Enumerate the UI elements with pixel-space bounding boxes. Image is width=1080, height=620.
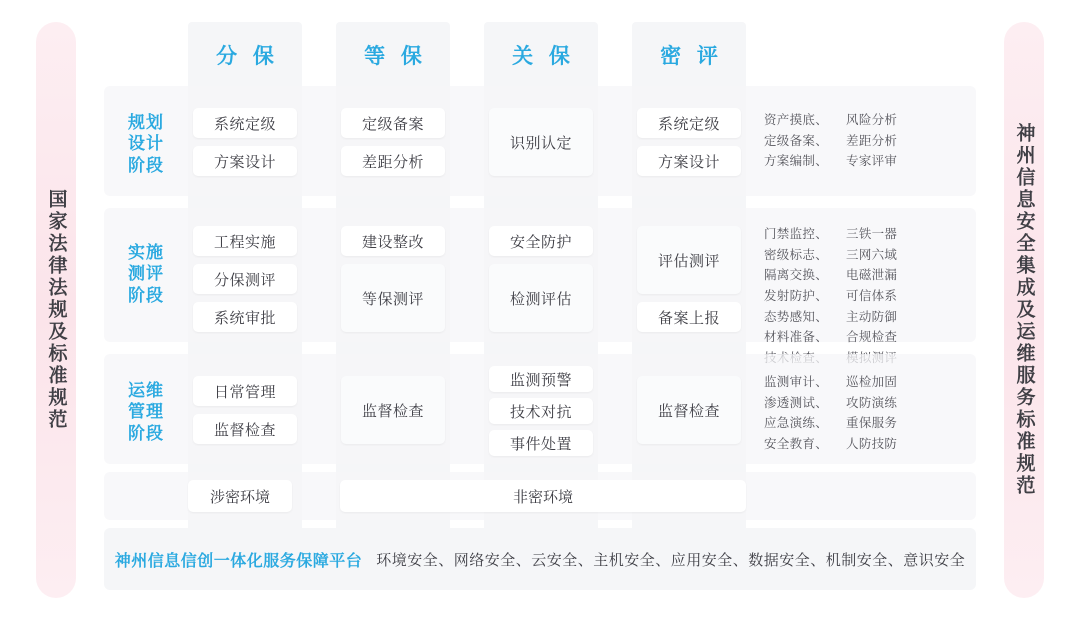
note-line: 攻防演练 [846,395,898,410]
environment-row [104,472,976,520]
cell-impl-c4-2[interactable]: 备案上报 [637,302,741,332]
note-line: 主动防御 [846,309,898,324]
note-line: 风险分析 [846,113,898,127]
stage-label-line: 运维 [128,381,164,400]
cell-impl-c3-1[interactable]: 安全防护 [489,226,593,256]
note-line: 应急演练、 [764,416,829,431]
note-line: 资产摸底、 [764,113,829,127]
column-header-1: 分 保 [216,45,279,68]
note-line: 三铁一器 [846,227,898,241]
note-line: 安全教育、 [764,436,829,451]
environment-open[interactable]: 非密环境 [340,480,746,512]
stage-label-line: 管理 [128,402,164,422]
cell-impl-c1-1[interactable]: 工程实施 [193,226,297,256]
cell-planning-c1-2[interactable]: 方案设计 [193,146,297,176]
stage-label-operations [114,380,178,444]
note-line: 电磁泄漏 [846,268,898,283]
platform-bar [104,528,976,590]
note-line: 方案编制、 [764,154,829,169]
stage-label-line: 阶段 [128,155,164,175]
note-line: 巡检加固 [846,375,898,389]
stage-row-planning [104,86,976,196]
cell-impl-c2-2[interactable]: 等保测评 [341,264,445,332]
note-line: 门禁监控、 [764,227,829,241]
note-line: 差距分析 [846,133,898,148]
column-header-2: 等 保 [364,45,427,68]
notes-impl-left [764,224,828,368]
cell-ops-c2-1[interactable]: 监督检查 [341,376,445,444]
note-line: 人防技防 [846,436,898,451]
notes-ops-right [846,372,897,455]
note-line: 定级备案、 [764,133,829,148]
cell-planning-c4-1[interactable]: 系统定级 [637,108,741,138]
note-line: 三网六域 [846,247,898,262]
stage-label-line: 阶段 [128,285,164,305]
column-header-3: 关 保 [512,45,575,68]
cell-planning-c1-1[interactable]: 系统定级 [193,108,297,138]
cell-impl-c4-1[interactable]: 评估测评 [637,226,741,294]
stage-row-implementation [104,208,976,345]
cell-ops-c3-3[interactable]: 事件处置 [489,430,593,456]
right-banner-text: 神州信息安全集成及运维服务标准规范 [1013,123,1035,497]
left-standards-banner [36,22,76,598]
notes-implementation [764,224,897,368]
note-line: 材料准备、 [764,330,829,345]
stage-label-implementation [114,242,178,306]
platform-title: 神州信息信创一体化服务保障平台 [114,552,363,570]
note-line: 隔离交换、 [764,268,829,283]
left-banner-text: 国家法律法规及标准规范 [45,189,67,431]
note-line: 合规检查 [846,330,898,345]
note-line: 重保服务 [846,416,898,431]
stage-label-planning [114,112,178,176]
stage-label-line: 设计 [128,134,164,154]
cell-impl-c3-2[interactable]: 检测评估 [489,264,593,332]
cell-planning-c2-2[interactable]: 差距分析 [341,146,445,176]
cell-ops-c1-1[interactable]: 日常管理 [193,376,297,406]
right-standards-banner [1004,22,1044,598]
note-line: 专家评审 [846,154,898,169]
note-line: 监测审计、 [764,375,829,389]
platform-items: 环境安全、网络安全、云安全、主机安全、应用安全、数据安全、机制安全、意识安全 [376,551,966,569]
stage-row-operations [104,354,976,464]
notes-planning [764,110,897,172]
note-line: 可信体系 [846,288,898,303]
environment-secret[interactable]: 涉密环境 [188,480,292,512]
cell-planning-c4-2[interactable]: 方案设计 [637,146,741,176]
cell-ops-c4-1[interactable]: 监督检查 [637,376,741,444]
cell-ops-c1-2[interactable]: 监督检查 [193,414,297,444]
stage-label-line: 测评 [128,264,164,284]
cell-ops-c3-2[interactable]: 技术对抗 [489,398,593,424]
column-header-4: 密 评 [660,45,723,68]
cell-planning-c2-1[interactable]: 定级备案 [341,108,445,138]
notes-planning-left [764,110,828,172]
cell-planning-c3-1[interactable]: 识别认定 [489,108,593,176]
stage-label-line: 实施 [128,243,164,262]
note-line: 密级标志、 [764,247,829,262]
note-line: 渗透测试、 [764,395,829,410]
note-line: 态势感知、 [764,309,829,324]
cell-ops-c3-1[interactable]: 监测预警 [489,366,593,392]
cell-impl-c2-1[interactable]: 建设整改 [341,226,445,256]
stage-label-line: 阶段 [128,423,164,443]
stage-label-line: 规划 [128,113,164,132]
cell-impl-c1-2[interactable]: 分保测评 [193,264,297,294]
notes-operations [764,372,897,455]
cell-impl-c1-3[interactable]: 系统审批 [193,302,297,332]
matrix-board [104,22,976,598]
note-line: 发射防护、 [764,288,829,303]
notes-impl-right [846,224,897,368]
notes-ops-left [764,372,828,455]
notes-planning-right [846,110,897,172]
